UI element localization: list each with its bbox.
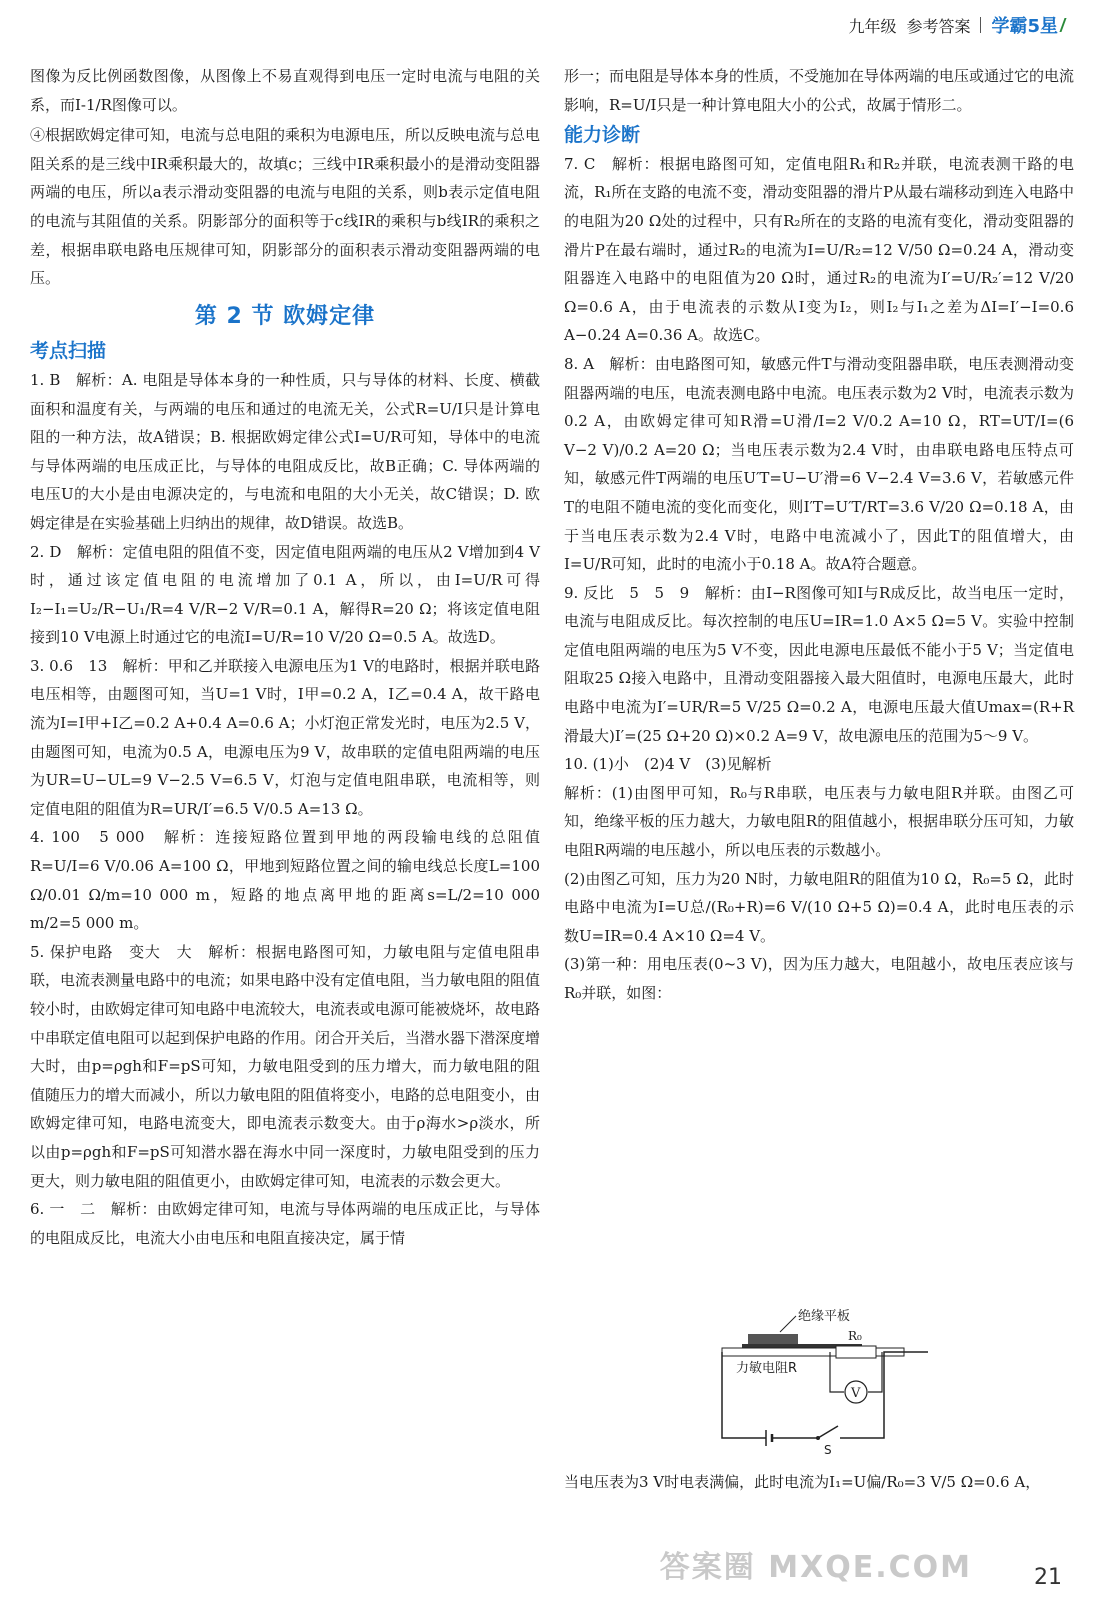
- answer-item: 3. 0.6 13 解析：甲和乙并联接入电源电压为1 V的电路时，根据并联电路电压相等，由题图可知，当U=1 V时，I甲=0.2 A，I乙=0.4 A，故干路电流为I=I甲+I乙=0.2 A+0.4 A=0.6 A；小灯泡正常发光时，电压为2.5 V，由题图可知，电流为0.5 A，电源电压为9 V，故串联的定值电阻两端的电压为UR=U−UL=9 V−2.5 V=6.5 V，灯泡与定值电阻串联，电流相等，则定值电阻的阻值为R=UR/I′=6.5 V/0.5 A=13 Ω。: [30, 656, 540, 818]
- last-line: 当电压表为3 V时电表满偏，此时电流为I₁=U偏/R₀=3 V/5 Ω=0.6 A，: [564, 1473, 1041, 1491]
- answer-item: 1. B 解析：A. 电阻是导体本身的一种性质，只与导体的材料、长度、横截面积和温度有关，与两端的电压和通过的电流无关，公式R=U/I只是计算电阻的一种方法，故A错误；B. 根据欧姆定律公式I=U/R可知，导体中的电流与导体两端的电压成正比，与导体的电阻成反比，故B正确；C. 导体两端的电压U的大小是由电源决定的，与电流和电阻的大小无关，故C错误；D. 欧姆定律是在实验基础上归纳出的规律，故D错误。故选B。: [30, 370, 540, 532]
- sensor-body: [722, 1348, 904, 1356]
- subsection-title: 能力诊断: [564, 124, 641, 147]
- grade-label: 九年级: [848, 16, 897, 36]
- watermark: 答案圈 MXQE.COM: [659, 1550, 972, 1585]
- sensor-label: 力敏电阻R: [736, 1361, 798, 1376]
- section-title: 第 2 节 欧姆定律: [194, 303, 376, 329]
- right-column: [564, 62, 1074, 1008]
- voltmeter-label: V: [851, 1386, 861, 1401]
- plate-label: 绝缘平板: [798, 1309, 851, 1324]
- plate-leader: [780, 1316, 796, 1332]
- switch-pivot: [816, 1436, 820, 1440]
- paragraph: 图像为反比例函数图像，从图像上不易直观得到电压一定时电流与电阻的关系，而I-1/R图像可以。: [30, 67, 540, 114]
- answer-item: 9. 反比 5 5 9 解析：由I−R图像可知I与R成反比，故当电压一定时，电流与电阻成反比。每次控制的电压U=IR=1.0 A×5 Ω=5 V。实验中控制定值电阻两端的电压为5 V不变，因此电源电压最低不能小于5 V；当定值电阻取25 Ω接入电路中，且滑动变阻器接入最大阻值时，电源电压最大，此时电路中电流为I′=UR/R=5 V/25 Ω=0.2 A，电源电压最大值Umax=(R+R滑最大)I′=(25 Ω+20 Ω)×0.2 A=9 V，故电源电压的范围为5～9 V。: [564, 583, 1074, 745]
- switch-label: S: [824, 1443, 832, 1456]
- subsection-title: 考点扫描: [30, 340, 107, 363]
- left-column: [30, 62, 540, 1252]
- switch-blade: [818, 1426, 838, 1438]
- answer-item: 7. C 解析：根据电路图可知，定值电阻R₁和R₂并联，电流表测干路的电流，R₁所在支路的电流不变，滑动变阻器的滑片P从最右端移动到连入电路中的电阻为20 Ω处的过程中，只有R₂所在的支路的电流有变化，滑动变阻器的滑片P在最右端时，通过R₂的电流为I=U/R₂=12 V/50 Ω=0.24 A，滑动变阻器连入电路中的电阻值为20 Ω时，通过R₂的电流为I′=U/R₂′=12 V/20 Ω=0.6 A，由于电流表的示数从I变为I₂，则I₂与I₁之差为ΔI=I′−I=0.6 A−0.24 A=0.36 A。故选C。: [564, 154, 1074, 345]
- answer-item: 10. (1)小 (2)4 V (3)见解析: [564, 755, 772, 774]
- page-header: [848, 8, 1074, 42]
- truck-icon: [748, 1334, 798, 1344]
- header-divider: [980, 17, 981, 33]
- answer-item: 解析：(1)由图甲可知，R₀与R串联，电压表与力敏电阻R并联。由图乙可知，绝缘平板的压力越大，力敏电阻R的阻值越小，根据串联分压可知，力敏电阻R两端的电压越小，所以电压表的示数越小。: [564, 783, 1074, 860]
- answer-item: 6. 一 二 解析：由欧姆定律可知，电流与导体两端的电压成正比，与导体的电阻成反比，电流大小由电压和电阻直接决定，属于情: [30, 1200, 540, 1247]
- section-label: 参考答案: [906, 16, 971, 36]
- answer-item: 2. D 解析：定值电阻的阻值不变，因定值电阻两端的电压从2 V增加到4 V时，通过该定值电阻的电流增加了0.1 A，所以，由I=U/R可得I₂−I₁=U₂/R−U₁/R=4 V/R−2 V/R=0.1 A，解得R=20 Ω；将该定值电阻接到10 V电源上时通过它的电流I=U/R=10 V/20 Ω=0.5 A。故选D。: [30, 542, 540, 647]
- leaf-icon: [1059, 18, 1076, 32]
- answer-item: 4. 100 5 000 解析：连接短路位置到甲地的两段输电线的总阻值R=U/I=6 V/0.06 A=100 Ω，甲地到短路位置之间的输电线总长度L=100 Ω/0.01 Ω/m=10 000 m，短路的地点离甲地的距离s=L/2=10 000 m/2=5 000 m。: [30, 828, 540, 933]
- paragraph: ④根据欧姆定律可知，电流与总电阻的乘积为电源电压，所以反映电流与总电阻关系的是三线中IR乘积最大的，故填c；三线中IR乘积最小的是滑动变阻器两端的电压，所以a表示滑动变阻器的电流与电阻的关系，则b表示定值电阻的电流与其阻值的关系。阴影部分的面积等于c线IR的乘积与b线IR的乘积之差，根据串联电路电压规律可知，阴影部分的面积表示滑动变阻器两端的电压。: [30, 126, 541, 288]
- answer-item: 8. A 解析：由电路图可知，敏感元件T与滑动变阻器串联，电压表测滑动变阻器两端的电压，电流表测电路中电流。电压表示数为2 V时，电流表示数为0.2 A，由欧姆定律可知R滑=U滑/I=2 V/0.2 A=10 Ω，RT=UT/I=(6 V−2 V)/0.2 A=20 Ω；当电压表示数为2.4 V时，由串联电路电压特点可知，敏感元件T两端的电压U′T=U−U′滑=6 V−2.4 V=3.6 V，若敏感元件T的电阻不随电流的变化而变化，则I′T=U′T/RT=3.6 V/20 Ω=0.18 A，由于当电压表示数为2.4 V时，电路中电流减小了，因此T的阻值增大，由I=U/R可知，此时的电流小于0.18 A。故A符合题意。: [564, 354, 1074, 574]
- r0-resistor: [836, 1346, 876, 1358]
- brand-logo: 学霸5星: [991, 16, 1058, 37]
- paragraph: 形一；而电阻是导体本身的性质，不受施加在导体两端的电压或通过它的电流影响，R=U/I只是一种计算电阻大小的公式，故属于情形二。: [564, 67, 1075, 114]
- page-number: 21: [1034, 1565, 1062, 1590]
- answer-item: (3)第一种：用电压表(0~3 V)，因为压力越大，电阻越小，故电压表应该与R₀并联，如图：: [564, 955, 1074, 1002]
- r0-label: R₀: [848, 1329, 862, 1343]
- circuit-diagram: [718, 1306, 1058, 1456]
- answer-item: 5. 保护电路 变大 大 解析：根据电路图可知，力敏电阻与定值电阻串联，电流表测量电路中的电流；如果电路中没有定值电阻，当力敏电阻的阻值较小时，由欧姆定律可知电路中电流较大，电流表或电源可能被烧坏，故电路中串联定值电阻可以起到保护电路的作用。闭合开关后，当潜水器下潜深度增大时，由p=ρgh和F=pS可知，力敏电阻受到的压力增大，而力敏电阻的阻值随压力的增大而减小，所以力敏电阻的阻值将变小，电路的总电阻变小，由欧姆定律可知，电路电流变大，即电流表示数变大。由于ρ海水>ρ淡水，所以由p=ρgh和F=pS可知潜水器在海水中同一深度时，力敏电阻受到的压力更大，则力敏电阻的阻值更小，由欧姆定律可知，电流表的示数会更大。: [30, 942, 541, 1190]
- answer-item: (2)由图乙可知，压力为20 N时，力敏电阻R的阻值为10 Ω，R₀=5 Ω，此时电路中电流为I=U总/(R₀+R)=6 V/(10 Ω+5 Ω)=0.4 A，此时电压表的示数U=IR=0.4 A×10 Ω=4 V。: [564, 869, 1074, 945]
